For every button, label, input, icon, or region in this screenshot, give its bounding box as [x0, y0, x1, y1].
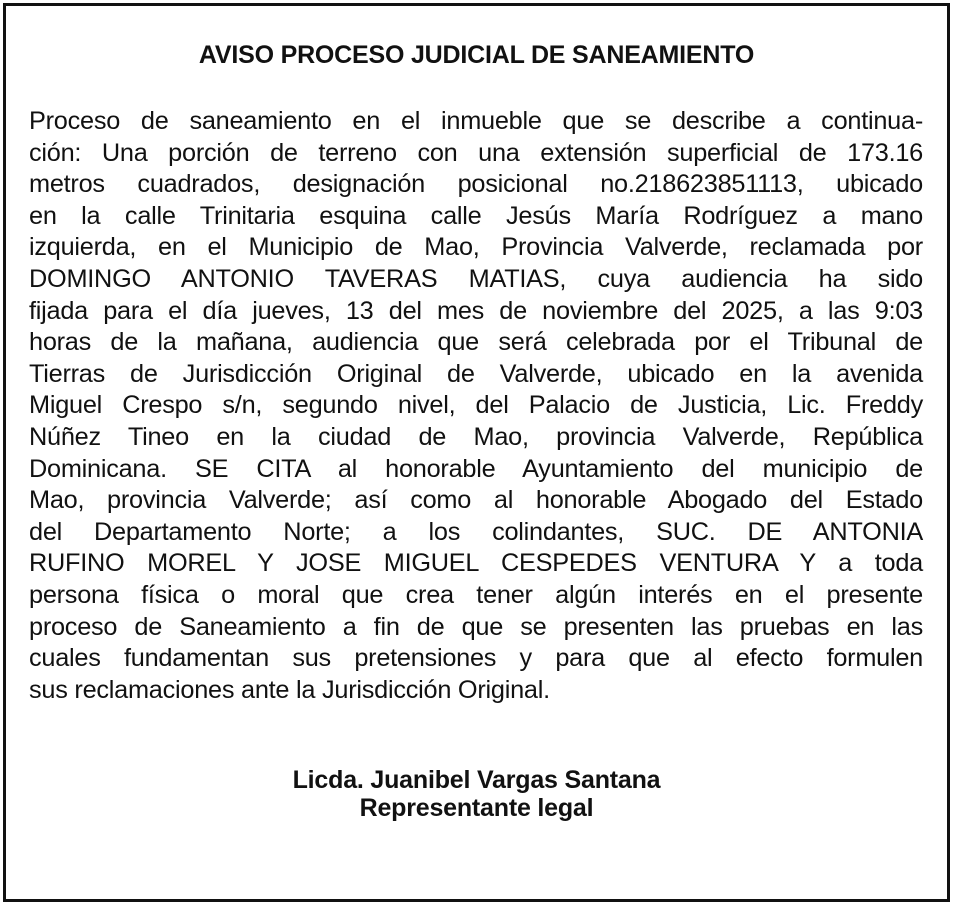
body-line: Proceso de saneamiento en el inmueble que se describe a continua-: [29, 107, 923, 135]
notice-title: AVISO PROCESO JUDICIAL DE SANEAMIENTO: [198, 41, 755, 69]
body-line: izquierda, en el Municipio de Mao, Provincia Valverde, reclamada por: [29, 233, 923, 262]
body-line: persona física o moral que crea tener algún interés en el presente: [29, 580, 923, 609]
signature-block: [6, 766, 947, 822]
body-line: del Departamento Norte; a los colindantes, SUC. DE ANTONIA: [29, 517, 923, 546]
body-line: fijada para el día jueves, 13 del mes de noviembre del 2025, a las 9:03: [29, 296, 923, 325]
legal-notice: [3, 3, 950, 902]
signature-name: Licda. Juanibel Vargas Santana: [292, 766, 661, 794]
body-line: Tierras de Jurisdicción Original de Valverde, ubicado en la avenida: [29, 359, 923, 388]
body-line: ción: Una porción de terreno con una extensión superficial de 173.16: [29, 138, 923, 167]
body-line: Núñez Tineo en la ciudad de Mao, provincia Valverde, República: [29, 422, 923, 451]
body-line: sus reclamaciones ante la Jurisdicción Original.: [29, 675, 550, 704]
body-line: DOMINGO ANTONIO TAVERAS MATIAS, cuya audiencia ha sido: [29, 264, 923, 293]
body-line: en la calle Trinitaria esquina calle Jesús María Rodríguez a mano: [29, 201, 923, 230]
body-line: Miguel Crespo s/n, segundo nivel, del Palacio de Justicia, Lic. Freddy: [29, 391, 923, 420]
body-line: Mao, provincia Valverde; así como al honorable Abogado del Estado: [29, 486, 923, 515]
body-line: Dominicana. SE CITA al honorable Ayuntamiento del municipio de: [29, 454, 923, 483]
body-line: cuales fundamentan sus pretensiones y para que al efecto formulen: [29, 644, 923, 673]
notice-body: [29, 106, 923, 706]
body-line: RUFINO MOREL Y JOSE MIGUEL CESPEDES VENTURA Y a toda: [29, 549, 923, 578]
signature-role: Representante legal: [359, 794, 594, 822]
body-line: metros cuadrados, designación posicional no.218623851113, ubicado: [29, 170, 923, 199]
body-line: proceso de Saneamiento a fin de que se presenten las pruebas en las: [29, 612, 923, 641]
body-line: horas de la mañana, audiencia que será celebrada por el Tribunal de: [29, 328, 923, 357]
